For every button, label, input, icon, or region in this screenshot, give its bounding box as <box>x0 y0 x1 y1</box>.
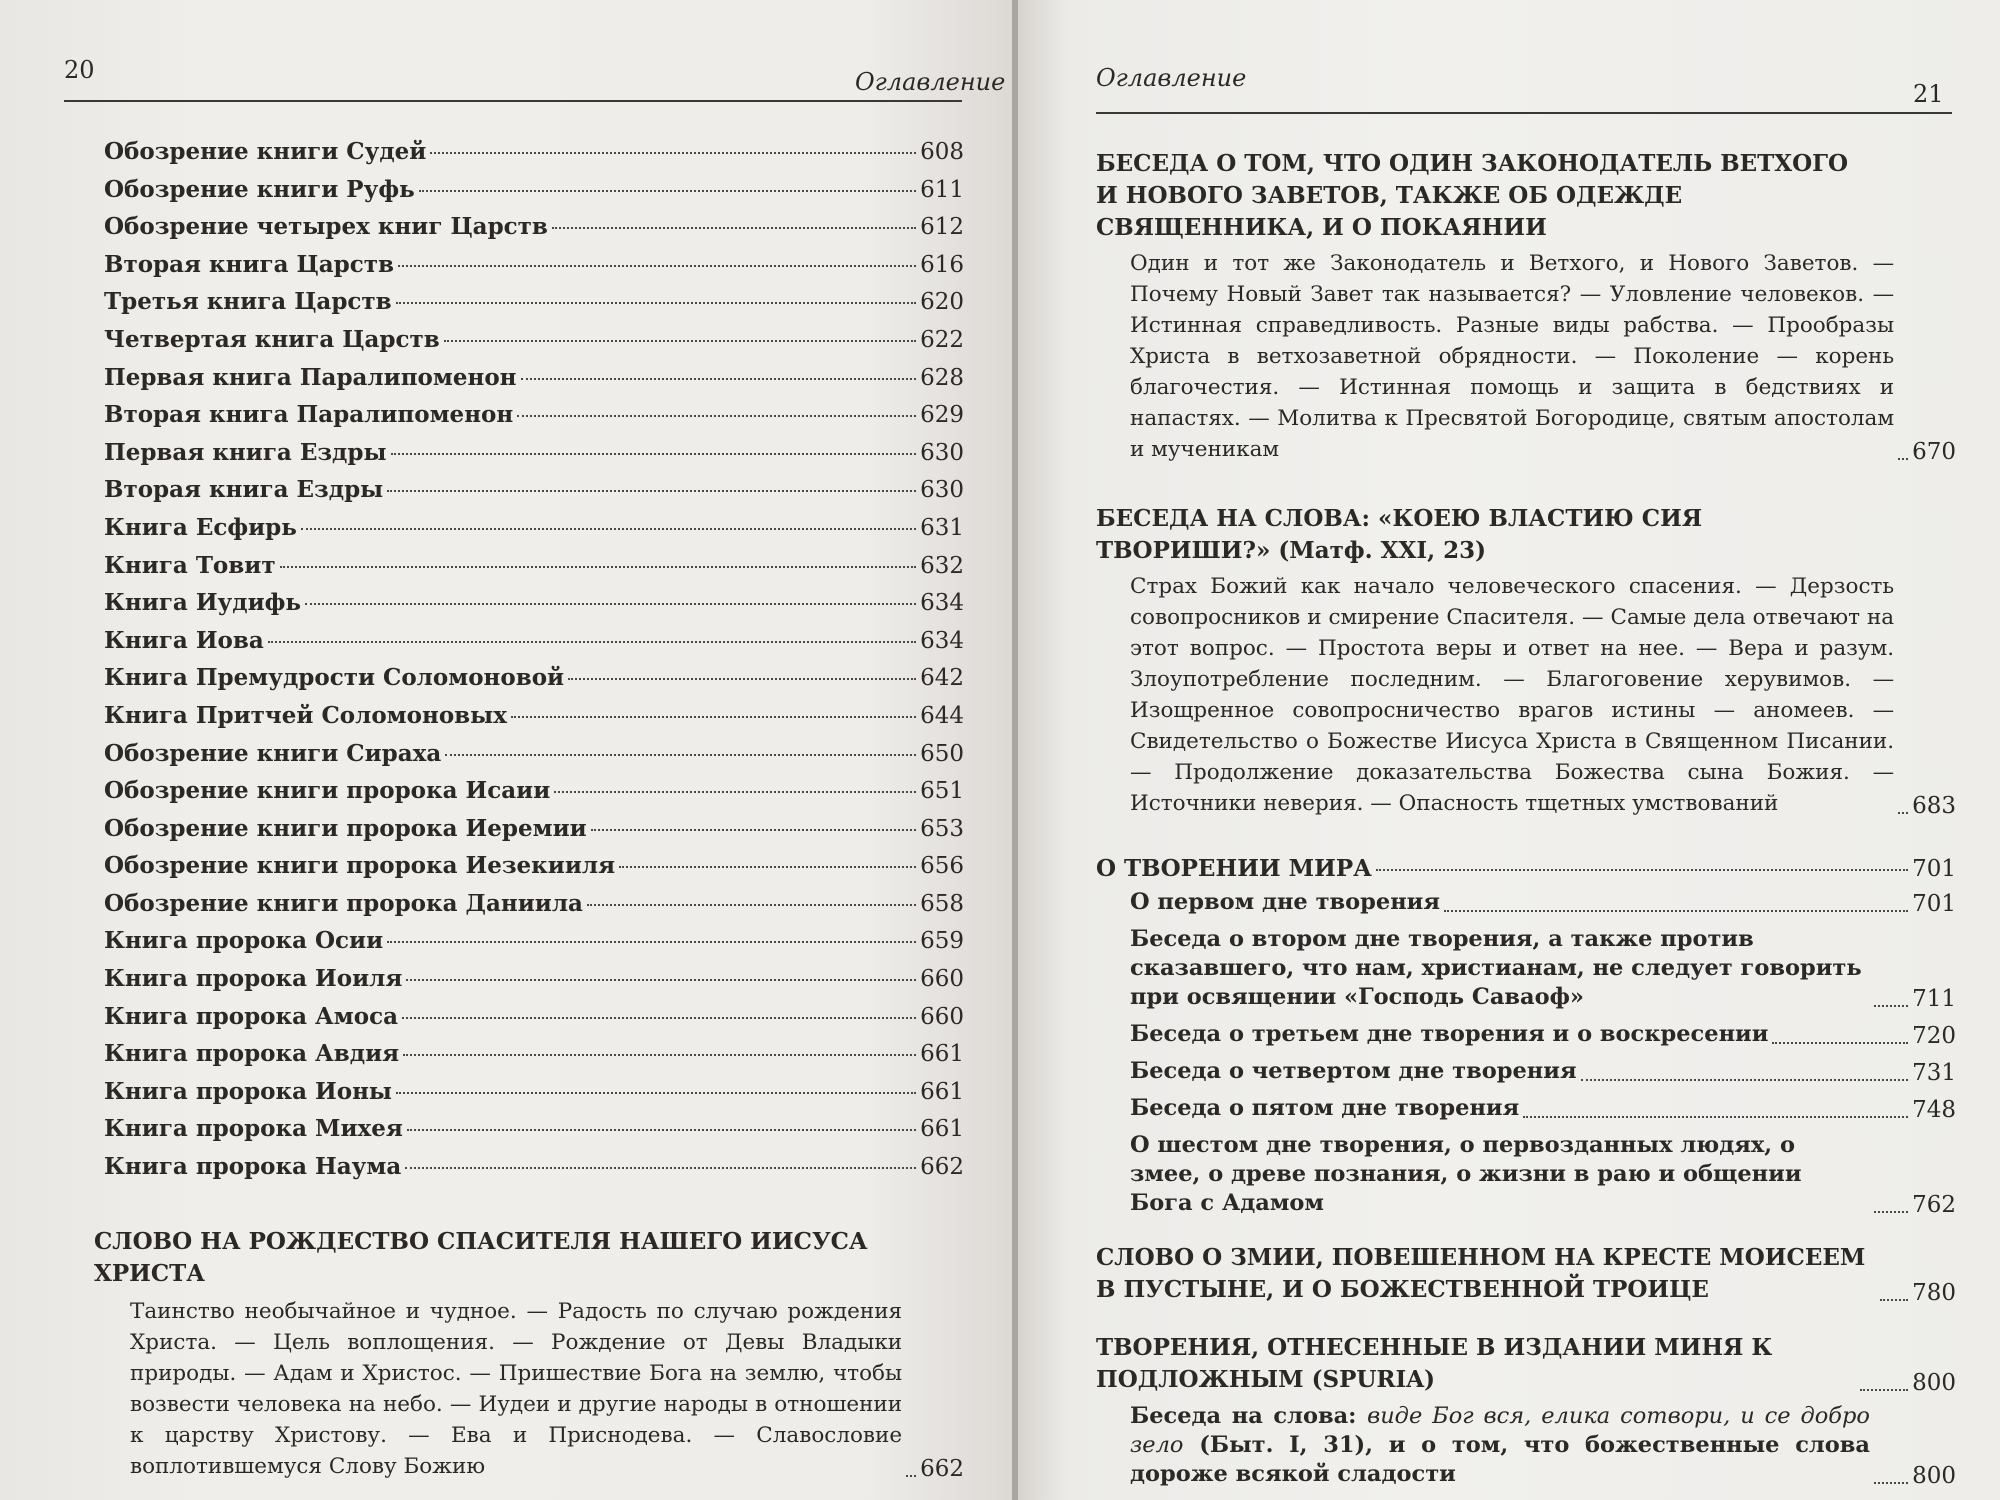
toc-entry-page: 659 <box>920 928 964 955</box>
toc-entry <box>104 1115 964 1153</box>
toc-entry <box>104 364 964 402</box>
toc-entry-title: Обозрение книги Руфь <box>104 175 415 203</box>
toc-entry <box>104 927 964 965</box>
leader-dots <box>280 566 917 568</box>
toc-entry-title: Книга Товит <box>104 551 276 579</box>
leader-dots <box>568 678 916 680</box>
toc-entry-page: 630 <box>920 439 964 466</box>
page-number-right: 21 <box>1913 80 1944 108</box>
right-toc <box>1096 148 1956 1489</box>
toc-entry-page: 631 <box>920 514 964 541</box>
toc-entry <box>104 552 964 590</box>
section-page: 662 <box>920 1456 964 1482</box>
section-entry <box>1096 571 1956 819</box>
toc-section-serpent <box>1096 1242 1956 1306</box>
leader-dots <box>1772 1042 1908 1044</box>
toc-entry-page: 650 <box>920 740 964 767</box>
toc-entry-page: 622 <box>920 326 964 353</box>
leader-dots <box>268 641 916 643</box>
toc-entry-title: Книга пророка Иоиля <box>104 965 403 993</box>
toc-entry-page: 628 <box>920 364 964 391</box>
toc-entry <box>104 702 964 740</box>
creation-item-page: 731 <box>1912 1060 1956 1086</box>
toc-entry <box>104 1078 964 1116</box>
toc-entry <box>104 852 964 890</box>
spuria-heading-row <box>1096 1332 1956 1396</box>
toc-entry-page: 661 <box>920 1116 964 1143</box>
leader-dots <box>1376 869 1908 871</box>
leader-dots <box>511 716 916 718</box>
spuria-item <box>1096 1402 1956 1489</box>
leader-dots <box>407 1129 916 1131</box>
toc-entry-title: Книга пророка Осии <box>104 927 384 955</box>
leader-dots <box>305 603 916 605</box>
toc-entry-title: Книга пророка Авдия <box>104 1040 400 1068</box>
toc-entry-title: Четвертая книга Царств <box>104 325 440 353</box>
toc-entry-page: 629 <box>920 402 964 429</box>
toc-entry-page: 661 <box>920 1041 964 1068</box>
leader-dots <box>554 791 916 793</box>
section-heading: О ТВОРЕНИИ МИРА <box>1096 855 1372 882</box>
leader-dots <box>419 190 916 192</box>
leader-dots <box>1444 910 1908 912</box>
toc-entry <box>104 213 964 251</box>
toc-entry-page: 612 <box>920 214 964 241</box>
toc-entry-page: 608 <box>920 139 964 165</box>
toc-entry-title: Книга Премудрости Соломоновой <box>104 664 565 692</box>
spuria-item-text: Беседа на слова: виде Бог вся, елика сотвори, и се добро зело (Быт. I, 31), и о том, что божественные слова дороже всякой сладости <box>1130 1403 1871 1487</box>
toc-entry-title: Книга Есфирь <box>104 513 297 541</box>
toc-entry-title: Вторая книга Царств <box>104 250 394 278</box>
toc-entry <box>104 627 964 665</box>
toc-entry-title: Книга пророка Михея <box>104 1115 403 1143</box>
toc-entry <box>104 664 964 702</box>
toc-entry-title: Первая книга Паралипоменон <box>104 363 517 391</box>
section-page: 800 <box>1912 1370 1956 1396</box>
leader-dots <box>396 1092 916 1094</box>
creation-item <box>1130 1020 1956 1049</box>
toc-entry-page: 644 <box>920 702 964 729</box>
toc-entry <box>104 890 964 928</box>
header-rule-right <box>1096 112 1952 114</box>
toc-entry-page: 632 <box>920 552 964 579</box>
toc-entry-page: 653 <box>920 815 964 842</box>
running-head-left: Оглавление <box>855 68 1006 96</box>
toc-section-lawgiver <box>1096 148 1956 465</box>
section-description: Один и тот же Законодатель и Ветхого, и Нового Заветов. — Почему Новый Завет так называется? — Уловление человеков. — Истинная справедливость. Разные виды рабства. — Прообразы Христа в ветхозаветной обрядности. — Поколение — корень благочестия. — Истинная помощь и защита в бедствиях и напастях. — Молитва к Пресвятой Богородице, святым апостолам и мученикам <box>1130 251 1895 462</box>
creation-item-page: 762 <box>1912 1192 1956 1218</box>
toc-entry <box>104 514 964 552</box>
toc-entry-title: Книга Притчей Соломоновых <box>104 701 507 729</box>
leader-dots <box>444 340 916 342</box>
toc-entry-page: 620 <box>920 289 964 316</box>
leader-dots <box>396 302 916 304</box>
toc-entry-page: 611 <box>920 176 964 203</box>
toc-entry <box>104 1040 964 1078</box>
creation-item-title: Беседа о третьем дне творения и о воскресении <box>1130 1021 1769 1047</box>
section-heading: ТВОРЕНИЯ, ОТНЕСЕННЫЕ В ИЗДАНИИ МИНЯ К ПОДЛОЖНЫМ (SPURIA) <box>1096 1334 1773 1393</box>
running-head-right: Оглавление <box>1096 64 1247 92</box>
leader-dots <box>1898 812 1908 814</box>
creation-item <box>1130 888 1956 917</box>
leader-dots <box>398 265 916 267</box>
toc-entry-page: 616 <box>920 251 964 278</box>
creation-item-title: Беседа о пятом дне творения <box>1130 1095 1520 1121</box>
toc-entry-title: Обозрение книги пророка Иеремии <box>104 814 587 842</box>
toc-entry-page: 661 <box>920 1078 964 1105</box>
leader-dots <box>403 1054 916 1056</box>
leader-dots <box>387 941 916 943</box>
toc-section-spuria <box>1096 1332 1956 1489</box>
toc-entry <box>104 1153 964 1191</box>
creation-item <box>1130 1131 1956 1218</box>
creation-item-title: О первом дне творения <box>1130 889 1440 915</box>
leader-dots <box>1860 1389 1908 1391</box>
toc-entry <box>104 401 964 439</box>
section-heading: СЛОВО О ЗМИИ, ПОВЕШЕННОМ НА КРЕСТЕ МОИСЕЕМ В ПУСТЫНЕ, И О БОЖЕСТВЕННОЙ ТРОИЦЕ <box>1096 1244 1866 1303</box>
leader-dots <box>1874 1005 1908 1007</box>
toc-entry-title: Обозрение книги пророка Иезекииля <box>104 852 616 880</box>
toc-entry-page: 662 <box>920 1154 964 1181</box>
toc-entry-page: 660 <box>920 1003 964 1030</box>
section-heading: БЕСЕДА НА СЛОВА: «КОЕЮ ВЛАСТИЮ СИЯ ТВОРИШИ?» (Матф. XXI, 23) <box>1096 505 1703 564</box>
toc-entry-title: Книга пророка Ионы <box>104 1077 392 1105</box>
toc-entry <box>104 176 964 214</box>
leader-dots <box>445 754 916 756</box>
right-page <box>1018 0 2000 1500</box>
leader-dots <box>552 227 916 229</box>
toc-entry-title: Обозрение четырех книг Царств <box>104 213 548 241</box>
toc-entry-title: Обозрение книги пророка Даниила <box>104 889 583 917</box>
toc-entry-title: Книга пророка Наума <box>104 1153 402 1181</box>
leader-dots <box>619 866 916 868</box>
section-page: 670 <box>1912 439 1956 465</box>
toc-section-authority <box>1096 503 1956 819</box>
section-page: 683 <box>1912 793 1956 819</box>
section-page: 701 <box>1912 856 1956 882</box>
section-entry <box>94 1296 964 1482</box>
creation-item-title: Беседа о четвертом дне творения <box>1130 1058 1577 1084</box>
toc-entry <box>104 288 964 326</box>
section-description <box>130 1296 902 1482</box>
toc-entry <box>104 138 964 176</box>
toc-entry-page: 660 <box>920 966 964 993</box>
creation-item <box>1130 1094 1956 1123</box>
toc-list-left <box>104 138 964 1191</box>
toc-entry-page: 634 <box>920 627 964 654</box>
section-heading: БЕСЕДА О ТОМ, ЧТО ОДИН ЗАКОНОДАТЕЛЬ ВЕТХОГО И НОВОГО ЗАВЕТОВ, ТАКЖЕ ОБ ОДЕЖДЕ СВЯЩЕННИКА, И О ПОКАЯНИИ <box>1096 150 1849 241</box>
leader-dots <box>387 490 916 492</box>
section-entry <box>1096 248 1956 465</box>
leader-dots <box>1880 1299 1908 1301</box>
leader-dots <box>430 152 916 154</box>
leader-dots <box>517 415 916 417</box>
toc-entry-title: Книга Иова <box>104 626 264 654</box>
toc-entry-title: Книга Иудифь <box>104 589 302 617</box>
leader-dots <box>591 829 916 831</box>
leader-dots <box>587 904 916 906</box>
leader-dots <box>906 1475 916 1477</box>
toc-entry-title: Третья книга Царств <box>104 288 392 316</box>
toc-entry <box>104 815 964 853</box>
creation-item <box>1130 925 1956 1012</box>
creation-item-page: 748 <box>1912 1097 1956 1123</box>
leader-dots <box>1874 1482 1908 1484</box>
section-description-text: Таинство необычайное и чудное. — Радость по случаю рождения Христа. — Цель воплощения. — Рождение от Девы Владыки природы. — Адам и Христос. — Пришествие Бога на землю, чтобы возвести человека на небо. — Иудеи и другие народы в отношении к царству Христову. — Ева и Приснодева. — Славословие воплотившемуся Слову Божию <box>130 1299 903 1479</box>
toc-entry-title: Обозрение книги Судей <box>104 138 427 165</box>
toc-entry <box>104 740 964 778</box>
toc-entry <box>104 965 964 1003</box>
leader-dots <box>391 453 917 455</box>
toc-entry-page: 658 <box>920 890 964 917</box>
creation-item-page: 701 <box>1912 891 1956 917</box>
toc-entry <box>104 589 964 627</box>
header-rule-left <box>64 100 962 102</box>
leader-dots <box>402 1017 916 1019</box>
creation-item-page: 711 <box>1912 986 1956 1012</box>
section-description: Страх Божий как начало человеческого спасения. — Дерзость совопросников и смирение Спасителя. — Самые дела отвечают на этот вопрос. — Простота веры и ответ на нее. — Вера и разум. Злоупотребление последним. — Благоговение херувимов. — Изощренное совопросничество врагов истины — аномеев. — Свидетельство о Божестве Иисуса Христа в Священном Писании. — Продолжение доказательства Божества сына Божия. — Источники неверия. — Опасность тщетных умствований <box>1130 574 1895 816</box>
spuria-item-page: 800 <box>1912 1463 1956 1489</box>
creation-item-page: 720 <box>1912 1023 1956 1049</box>
creation-item <box>1130 1057 1956 1086</box>
toc-entry-page: 642 <box>920 665 964 692</box>
leader-dots <box>1581 1079 1909 1081</box>
leader-dots <box>1898 458 1908 460</box>
toc-entry-page: 634 <box>920 590 964 617</box>
toc-entry-title: Книга пророка Амоса <box>104 1002 398 1030</box>
page-number-left: 20 <box>64 56 95 84</box>
toc-entry-title: Вторая книга Ездры <box>104 476 384 504</box>
toc-entry-page: 651 <box>920 778 964 805</box>
toc-entry <box>104 777 964 815</box>
section-page: 780 <box>1912 1280 1956 1306</box>
creation-item-title: О шестом дне творения, о первозданных людях, о змее, о древе познания, о жизни в раю и общении Бога с Адамом <box>1130 1132 1802 1216</box>
leader-dots <box>521 378 917 380</box>
toc-entry <box>104 1003 964 1041</box>
toc-entry-title: Обозрение книги Сираха <box>104 739 442 767</box>
toc-section-nativity <box>94 1226 964 1482</box>
toc-entry-page: 656 <box>920 853 964 880</box>
leader-dots <box>1523 1116 1908 1118</box>
leader-dots <box>301 528 916 530</box>
leader-dots <box>405 1167 916 1169</box>
toc-entry-title: Вторая книга Паралипоменон <box>104 401 514 429</box>
toc-entry-title: Обозрение книги пророка Исаии <box>104 777 551 805</box>
leader-dots <box>1874 1211 1908 1213</box>
creation-items <box>1096 888 1956 1218</box>
toc-entry-page: 630 <box>920 477 964 504</box>
leader-dots <box>406 979 916 981</box>
creation-heading-row <box>1096 855 1956 882</box>
toc-entry <box>104 326 964 364</box>
toc-section-creation <box>1096 855 1956 1218</box>
creation-item-title: Беседа о втором дне творения, а также против сказавшего, что нам, христианам, не следует говорить при освящении «Господь Саваоф» <box>1130 926 1862 1010</box>
toc-entry <box>104 476 964 514</box>
toc-entry-title: Первая книга Ездры <box>104 438 387 466</box>
toc-entry <box>104 439 964 477</box>
section-heading: СЛОВО НА РОЖДЕСТВО СПАСИТЕЛЯ НАШЕГО ИИСУСА ХРИСТА <box>94 1228 868 1287</box>
toc-entry <box>104 251 964 289</box>
